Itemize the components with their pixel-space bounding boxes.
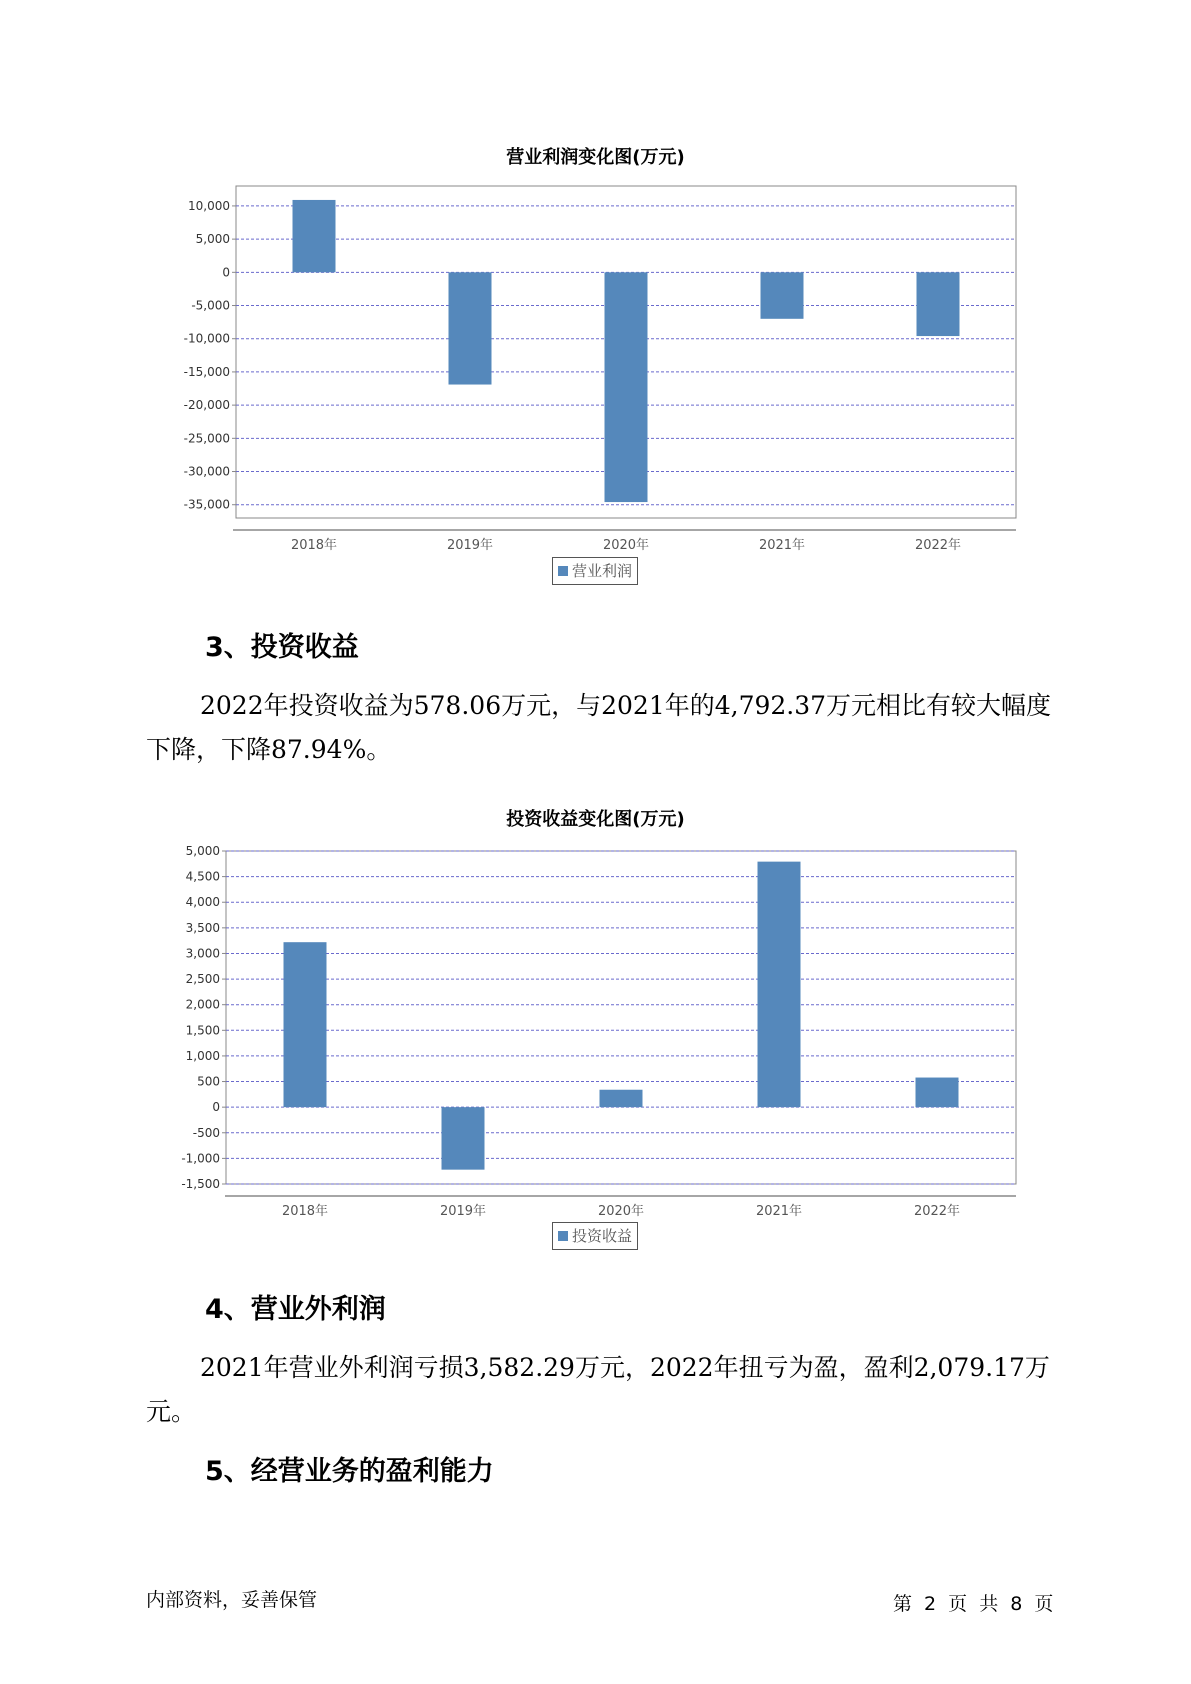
y-tick-label: -10,000 bbox=[183, 331, 230, 346]
section3-paragraph-text: 2022年投资收益为578.06万元，与2021年的4,792.37万元相比有较大幅度下降，下降87.94%。 bbox=[146, 691, 1052, 764]
y-tick-label: -1,500 bbox=[181, 1177, 220, 1191]
x-tick-label: 2022年 bbox=[914, 538, 962, 553]
chart1-legend-label: 营业利润 bbox=[572, 562, 633, 580]
section5-heading: 5、经营业务的盈利能力 bbox=[205, 1456, 494, 1487]
x-tick-label: 2020年 bbox=[597, 1204, 645, 1219]
y-tick-label: 1,500 bbox=[185, 1023, 220, 1038]
y-tick-label: -30,000 bbox=[183, 464, 230, 479]
chart1-title: 营业利润变化图(万元) bbox=[506, 147, 685, 168]
y-tick-label: 2,000 bbox=[185, 997, 220, 1012]
bar-2021年 bbox=[758, 862, 801, 1108]
y-tick-label: 5,000 bbox=[195, 232, 230, 247]
legend-swatch-icon bbox=[558, 1231, 568, 1241]
x-tick-label: 2021年 bbox=[755, 1204, 803, 1219]
page-number: 第 2 页 共 8 页 bbox=[893, 1593, 1054, 1615]
x-tick-label: 2019年 bbox=[446, 538, 494, 553]
y-tick-label: 4,500 bbox=[185, 869, 220, 884]
chart2-title: 投资收益变化图(万元) bbox=[506, 809, 685, 830]
chart2-legend-label: 投资收益 bbox=[572, 1227, 633, 1245]
x-tick-label: 2019年 bbox=[439, 1204, 487, 1219]
y-tick-label: 10,000 bbox=[188, 198, 230, 213]
x-tick-label: 2022年 bbox=[913, 1204, 961, 1219]
y-tick-label: 4,000 bbox=[185, 895, 220, 910]
bar-2019年 bbox=[442, 1107, 485, 1170]
y-tick-label: 1,000 bbox=[185, 1048, 220, 1063]
section4-heading: 4、营业外利润 bbox=[205, 1294, 386, 1325]
y-tick-label: 0 bbox=[222, 265, 230, 280]
plot-area bbox=[226, 851, 1016, 1184]
y-tick-label: 3,000 bbox=[185, 946, 220, 961]
bar-2020年 bbox=[600, 1090, 643, 1107]
y-tick-label: 0 bbox=[212, 1100, 220, 1115]
y-tick-label: -5,000 bbox=[191, 298, 230, 313]
x-tick-label: 2021年 bbox=[758, 538, 806, 553]
section3-heading: 3、投资收益 bbox=[205, 632, 359, 663]
x-tick-label: 2018年 bbox=[281, 1204, 329, 1219]
bar-2018年 bbox=[284, 942, 327, 1107]
y-tick-label: -25,000 bbox=[183, 431, 230, 446]
y-tick-label: -35,000 bbox=[183, 497, 230, 512]
y-tick-label: -500 bbox=[192, 1125, 220, 1140]
y-tick-label: 3,500 bbox=[185, 920, 220, 935]
section4-paragraph bbox=[146, 1346, 1076, 1434]
bar-2022年 bbox=[916, 1078, 959, 1108]
y-tick-label: 5,000 bbox=[185, 844, 220, 858]
y-tick-label: 2,500 bbox=[185, 972, 220, 987]
x-tick-label: 2018年 bbox=[290, 538, 338, 553]
y-tick-label: -1,000 bbox=[181, 1151, 220, 1166]
footer-note: 内部资料，妥善保管 bbox=[146, 1589, 318, 1611]
chart2-legend bbox=[552, 1222, 638, 1250]
y-tick-label: 500 bbox=[197, 1074, 220, 1089]
y-tick-label: -15,000 bbox=[183, 364, 230, 379]
section4-paragraph-text: 2021年营业外利润亏损3,582.29万元，2022年扭亏为盈，盈利2,079.17万元。 bbox=[146, 1353, 1050, 1426]
x-tick-label: 2020年 bbox=[602, 538, 650, 553]
y-tick-label: -20,000 bbox=[183, 398, 230, 413]
